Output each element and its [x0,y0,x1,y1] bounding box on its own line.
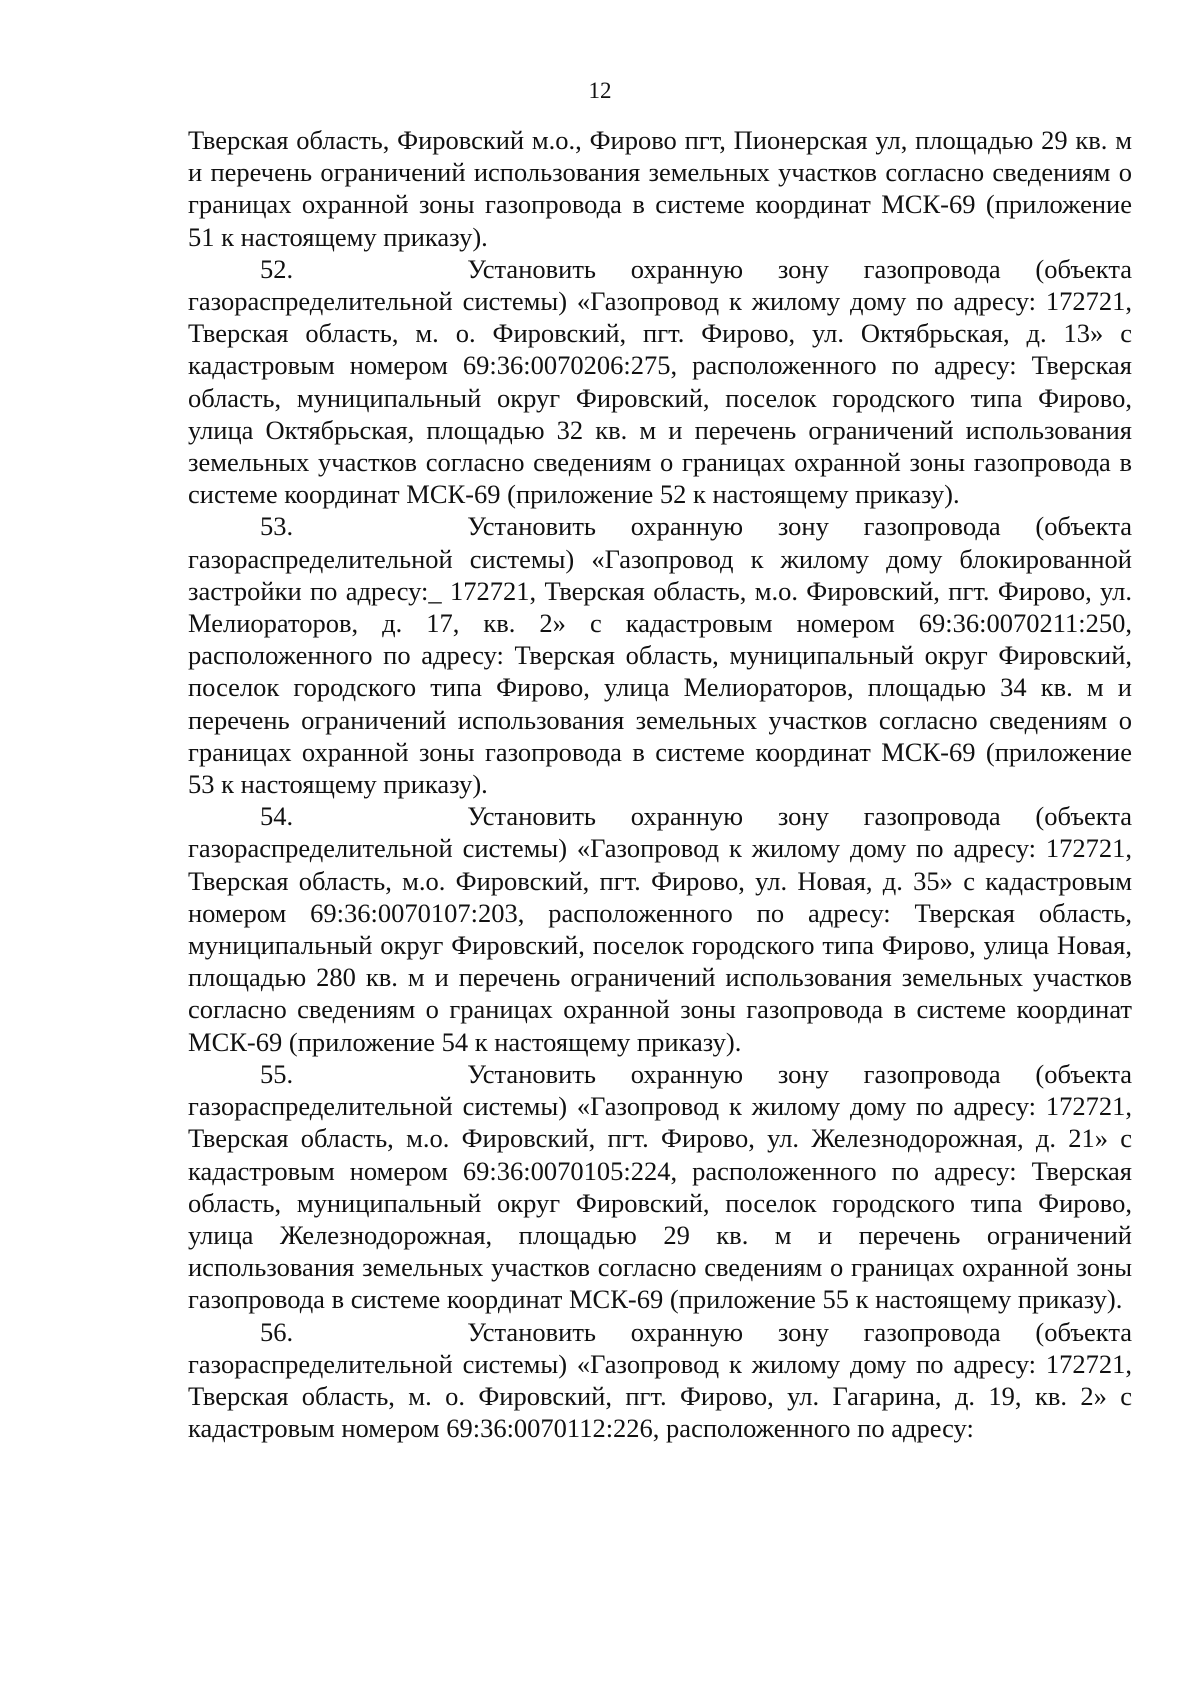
item-53-text: Установить охранную зону газопровода (объекта газораспределительной системы) «Газопровод к жилому дому блокированной застройки по адресу:_ 172721, Тверская область, м.о. Фировский, пгт. Фирово, ул. Мелиораторов, д. 17, кв. 2» с кадастровым номером 69:36:0070211:250, расположенного по адресу: Тверская область, муниципальный округ Фировский, поселок городского типа Фирово, улица Мелиораторов, площадью 34 кв. м и перечень ограничений использования земельных участков согласно сведениям о границах охранной зоны газопровода в системе координат МСК-69 (приложение 53 к настоящему приказу). [188,511,1132,800]
item-52-number: 52. [260,253,294,284]
item-54-number: 54. [260,801,294,832]
item-53-paragraph [188,510,1132,800]
item-55-text: Установить охранную зону газопровода (объекта газораспределительной системы) «Газопровод к жилому дому по адресу: 172721, Тверская область, м.о. Фировский, пгт. Фирово, ул. Железнодорожная, д. 21» с кадастровым номером 69:36:0070105:224, расположенного по адресу: Тверская область, муниципальный округ Фировский, поселок городского типа Фирово, улица Железнодорожная, площадью 29 кв. м и перечень ограничений использования земельных участков согласно сведениям о границах охранной зоны газопровода в системе координат МСК-69 (приложение 55 к настоящему приказу). [188,1058,1132,1315]
item-56-paragraph [188,1316,1132,1445]
item-55-paragraph [188,1058,1132,1316]
item-55-number: 55. [260,1058,294,1089]
continuation-paragraph: Тверская область, Фировский м.о., Фирово пгт, Пионерская ул, площадью 29 кв. м и перечень ограничений использования земельных участков согласно сведениям о границах охранной зоны газопровода в системе координат МСК-69 (приложение 51 к настоящему приказу). [188,125,1132,252]
item-54-text: Установить охранную зону газопровода (объекта газораспределительной системы) «Газопровод к жилому дому по адресу: 172721, Тверская область, м.о. Фировский, пгт. Фирово, ул. Новая, д. 35» с кадастровым номером 69:36:0070107:203, расположенного по адресу: Тверская область, муниципальный округ Фировский, поселок городского типа Фирово, улица Новая, площадью 280 кв. м и перечень ограничений использования земельных участков согласно сведениям о границах охранной зоны газопровода в системе координат МСК-69 (приложение 54 к настоящему приказу). [188,801,1132,1057]
item-54-paragraph [188,800,1132,1058]
page-number: 12 [588,78,612,103]
document-body [188,124,1132,1444]
item-56-number: 56. [260,1316,294,1347]
item-52-text: Установить охранную зону газопровода (объекта газораспределительной системы) «Газопровод к жилому дому по адресу: 172721, Тверская область, м. о. Фировский, пгт. Фирово, ул. Октябрьская, д. 13» с кадастровым номером 69:36:0070206:275, расположенного по адресу: Тверская область, муниципальный округ Фировский, поселок городского типа Фирово, улица Октябрьская, площадью 32 кв. м и перечень ограничений использования земельных участков согласно сведениям о границах охранной зоны газопровода в системе координат МСК-69 (приложение 52 к настоящему приказу). [188,253,1132,510]
item-56-text: Установить охранную зону газопровода (объекта газораспределительной системы) «Газопровод к жилому дому по адресу: 172721, Тверская область, м. о. Фировский, пгт. Фирово, ул. Гагарина, д. 19, кв. 2» с кадастровым номером 69:36:0070112:226, расположенного по адресу: [188,1316,1132,1444]
item-52-paragraph [188,253,1132,511]
item-53-number: 53. [260,511,294,542]
